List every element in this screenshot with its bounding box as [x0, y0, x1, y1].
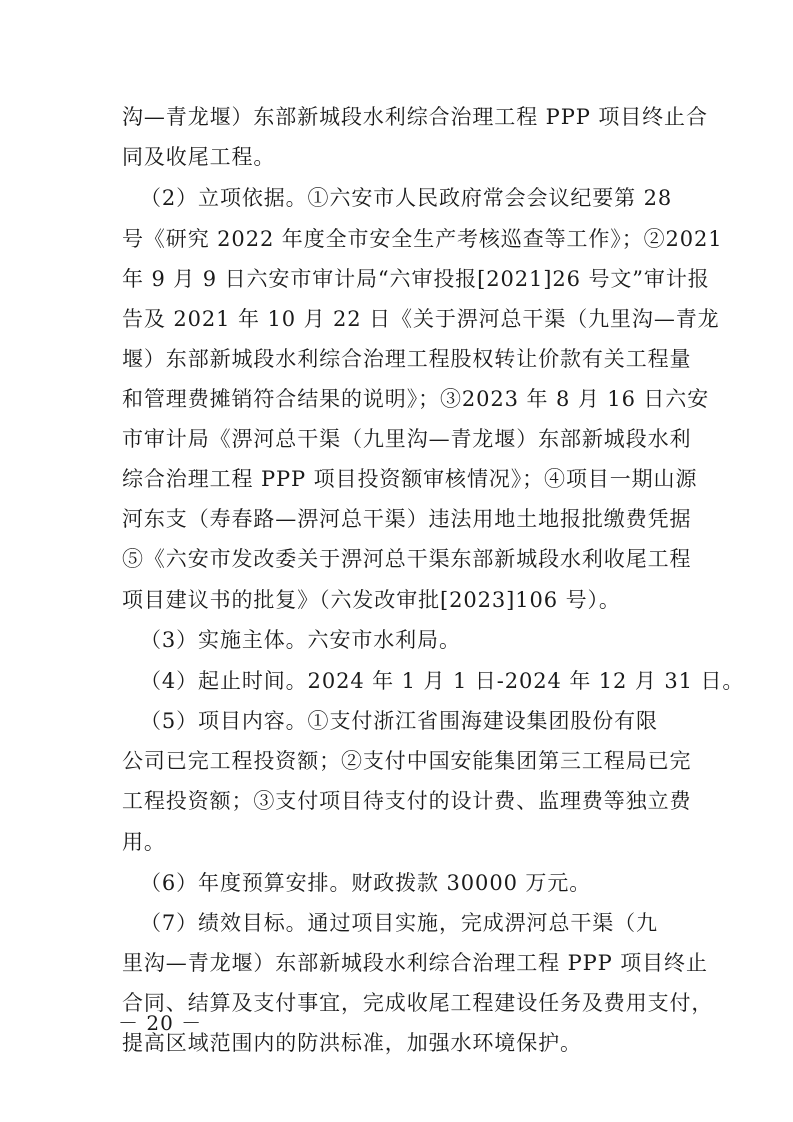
text-line: 提高区域范围内的防洪标准，加强水环境保护。 — [122, 1031, 582, 1055]
text-line: 公司已完工程投资额；②支付中国安能集团第三工程局已完 — [122, 749, 692, 773]
text-line: ⑤《六安市发改委关于淠河总干渠东部新城段水利收尾工程 — [122, 547, 692, 571]
text-line: 项目建议书的批复》（六发改审批[2023]106 号）。 — [122, 588, 621, 612]
text-line: （4）起止时间。2024 年 1 月 1 日-2024 年 12 月 31 日。 — [140, 669, 745, 693]
text-line: （3）实施主体。六安市水利局。 — [140, 628, 461, 652]
text-line: 工程投资额；③支付项目待支付的设计费、监理费等独立费 — [122, 789, 692, 813]
text-line: 沟—青龙堰）东部新城段水利综合治理工程 PPP 项目终止合 — [122, 105, 708, 129]
text-line: 市审计局《淠河总干渠（九里沟—青龙堰）东部新城段水利 — [122, 427, 692, 451]
text-line: 同及收尾工程。 — [122, 145, 276, 169]
text-line: 年 9 月 9 日六安市审计局“六审投报[2021]26 号文”审计报 — [122, 267, 710, 291]
text-line: 河东支（寿春路—淠河总干渠）违法用地土地报批缴费凭据 — [122, 507, 692, 531]
text-line: 号《研究 2022 年度全市安全生产考核巡查等工作》；②2021 — [122, 227, 723, 251]
text-line: 和管理费摊销符合结果的说明》；③2023 年 8 月 16 日六安 — [122, 387, 710, 411]
text-line: 合同、结算及支付事宜，完成收尾工程建设任务及费用支付， — [122, 991, 714, 1015]
text-line: （5）项目内容。①支付浙江省围海建设集团股份有限 — [140, 709, 658, 733]
text-line: （2）立项依据。①六安市人民政府常会会议纪要第 28 — [140, 186, 673, 210]
text-line: 告及 2021 年 10 月 22 日《关于淠河总干渠（九里沟—青龙 — [122, 307, 720, 331]
text-line: （6）年度预算安排。财政拨款 30000 万元。 — [140, 871, 592, 895]
text-line: 里沟—青龙堰）东部新城段水利综合治理工程 PPP 项目终止 — [122, 951, 708, 975]
text-line: （7）绩效目标。通过项目实施，完成淠河总干渠（九 — [140, 911, 658, 935]
text-line: 堰）东部新城段水利综合治理工程股权转让价款有关工程量 — [122, 347, 692, 371]
text-line: 用。 — [122, 830, 166, 854]
text-line: 综合治理工程 PPP 项目投资额审核情况》；④项目一期山源 — [122, 467, 698, 491]
page-number: － 20 － — [118, 1011, 203, 1035]
